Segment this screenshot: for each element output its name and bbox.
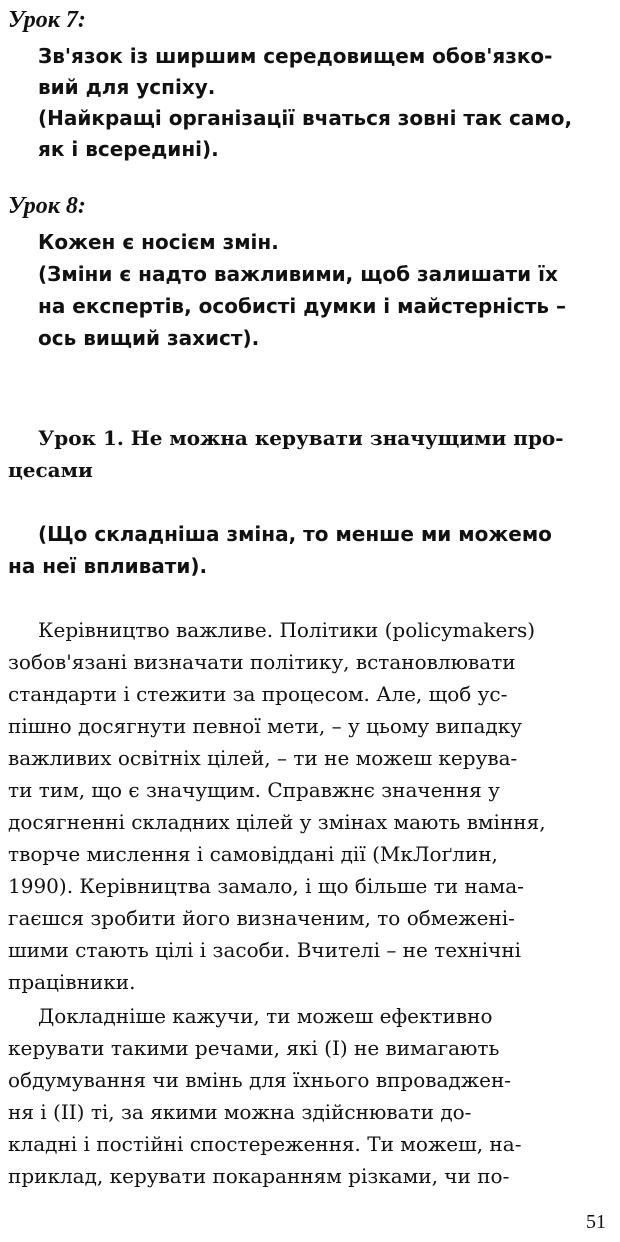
section-subtitle: на неї впливати). — [8, 554, 208, 578]
paragraph-line: зобов'язані визначати політику, встановлювати — [8, 650, 516, 674]
paragraph-line: 1990). Керівництва замало, і що більше ти нама- — [8, 874, 524, 898]
paragraph-line: кладні і постійні спостереження. Ти можеш, на- — [8, 1132, 522, 1156]
paragraph-line: стандарти і стежити за процесом. Але, щоб ус- — [8, 682, 508, 706]
paragraph-line: Докладніше кажучи, ти можеш ефективно — [38, 1004, 493, 1028]
lesson-7-label: Урок 7: — [8, 7, 86, 33]
paragraph-line: важливих освітніх цілей, – ти не можеш керува- — [8, 746, 518, 770]
paragraph-line: гаєшся зробити його визначеним, то обмежені- — [8, 906, 515, 930]
paragraph-line: працівники. — [8, 970, 136, 994]
section-heading: цесами — [8, 458, 93, 482]
section-subtitle: (Що складніша зміна, то менше ми можемо — [38, 522, 552, 546]
lesson-7-line: Зв'язок із ширшим середовищем обов'язко- — [38, 44, 553, 68]
page-number: 51 — [586, 1211, 606, 1233]
lesson-7-line: як і всередині). — [38, 137, 219, 161]
paragraph-line: пішно досягнути певної мети, – у цьому випадку — [8, 714, 522, 738]
lesson-7-line: вий для успіху. — [38, 75, 216, 99]
paragraph-line: Керівництво важливе. Політики (policymakers) — [38, 618, 536, 642]
lesson-8-line: ось вищий захист). — [38, 326, 260, 350]
paragraph-line: обдумування чи вмінь для їхнього впроваджен- — [8, 1068, 512, 1092]
paragraph-line: шими стають цілі і засоби. Вчителі – не технічні — [8, 938, 522, 962]
paragraph-line: ня і (II) ті, за якими можна здійснювати до- — [8, 1100, 472, 1124]
paragraph-line: ти тим, що є значущим. Справжнє значення у — [8, 778, 500, 802]
lesson-8-label: Урок 8: — [8, 193, 86, 219]
section-heading: Урок 1. Не можна керувати значущими про- — [38, 426, 564, 450]
lesson-8-line: (Зміни є надто важливими, щоб залишати їх — [38, 262, 558, 286]
paragraph-line: творче мислення і самовіддані дії (МкЛоґлин, — [8, 842, 498, 866]
lesson-8-line: Кожен є носієм змін. — [38, 230, 279, 254]
paragraph-line: приклад, керувати покаранням різками, чи по- — [8, 1164, 510, 1188]
paragraph-line: керувати такими речами, які (I) не вимагають — [8, 1036, 500, 1060]
paragraph-line: досягненні складних цілей у змінах мають вміння, — [8, 810, 546, 834]
lesson-7-line: (Найкращі організації вчаться зовні так само, — [38, 106, 573, 130]
lesson-8-line: на експертів, особисті думки і майстерність – — [38, 294, 567, 318]
